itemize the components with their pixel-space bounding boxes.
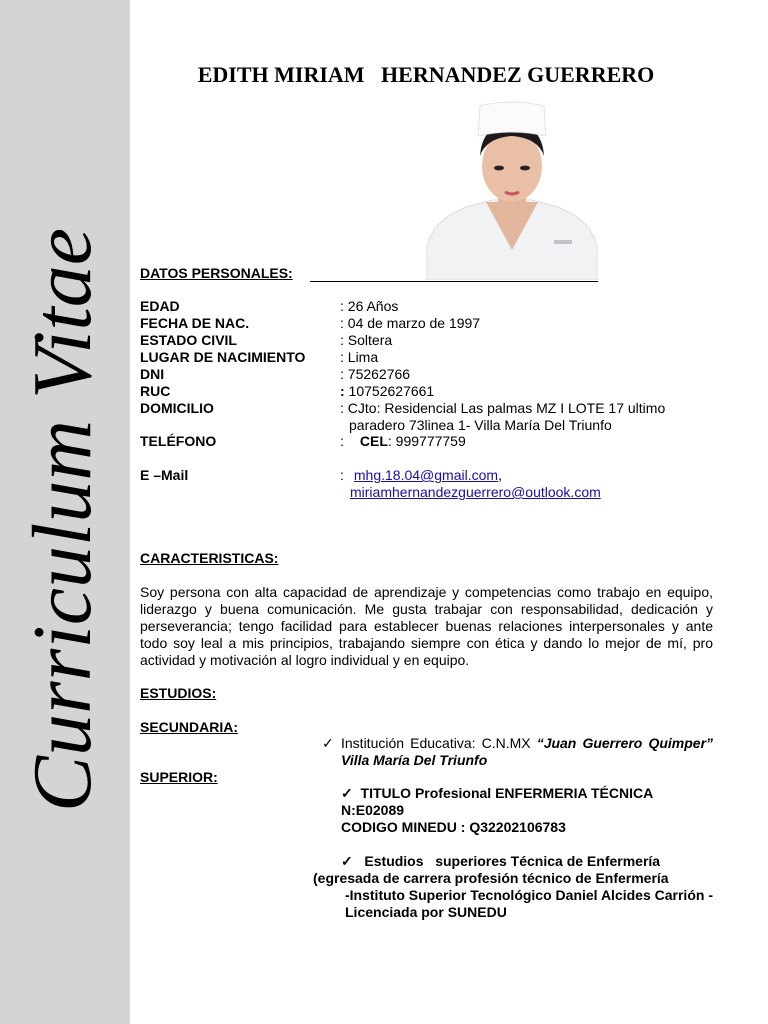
row-label: FECHA DE NAC. <box>140 315 250 331</box>
superior-item-2 <box>341 853 660 870</box>
colon: : <box>340 383 345 399</box>
row-value: : 04 de marzo de 1997 <box>340 315 481 331</box>
profile-photo <box>426 100 598 280</box>
check-icon: ✓ <box>341 853 353 869</box>
secundaria-prefix: Institución Educativa: C.N.MX <box>341 735 531 751</box>
row-label: DNI <box>140 366 165 382</box>
candidate-name: EDITH MIRIAM HERNANDEZ GUERRERO <box>197 62 655 87</box>
colon: : <box>340 467 344 483</box>
email-link-1[interactable]: mhg.18.04@gmail.com <box>353 467 499 483</box>
superior-item-1 <box>341 785 653 836</box>
row-value: : CJto: Residencial Las palmas MZ I LOTE 17 ultimo <box>340 400 666 416</box>
row-value: : 75262766 <box>340 366 411 382</box>
instituto-text: -Instituto Superior Tecnológico Daniel Alcides Carrión - Licenciada por SUNEDU <box>345 887 713 920</box>
row-label: EDAD <box>140 298 180 314</box>
egresada-text: (egresada de carrera profesión técnico de Enfermería <box>313 870 669 886</box>
row-label: DOMICILIO <box>140 400 214 416</box>
check-icon: ✓ <box>341 785 353 801</box>
check-icon: ✓ <box>322 735 334 751</box>
row-label: RUC <box>140 383 171 399</box>
section-datos-personales: DATOS PERSONALES: <box>140 265 293 281</box>
row-value <box>340 467 715 484</box>
secundaria-text <box>341 735 713 769</box>
row-label: ESTADO CIVIL <box>140 332 237 348</box>
titulo-numero: N:E02089 <box>341 802 405 818</box>
cel-label: CEL <box>359 433 388 449</box>
caracteristicas-text: Soy persona con alta capacidad de aprendizaje y competencias como trabajo en equipo, liderazgo y buena comunicación. Me gusta trabajar con responsabilidad, dedicación y perseverancia; tengo facilidad para establecer buenas relaciones interpersonales y ante todo soy leal a mis principios, trabajando siempre con ética y dando lo mejor de mí, pro actividad y motivación al logro individual y en equipo. <box>140 584 713 668</box>
row-value-cont: paradero 73linea 1- Villa María Del Triunfo <box>349 417 612 433</box>
row-value <box>340 433 715 450</box>
row-label: E –Mail <box>140 467 189 483</box>
row-value-cont <box>350 484 725 501</box>
row-label: LUGAR DE NACIMIENTO <box>140 349 306 365</box>
colon: : <box>340 433 344 449</box>
email-link-2[interactable]: miriamhernandezguerrero@outlook.com <box>350 484 601 500</box>
section-estudios: ESTUDIOS: <box>140 685 217 701</box>
section-caracteristicas: CARACTERISTICAS: <box>140 550 279 566</box>
ruc-value: 10752627661 <box>344 383 435 399</box>
row-value: : 26 Años <box>340 298 399 314</box>
section-secundaria: SECUNDARIA: <box>140 719 238 735</box>
row-label: TELÉFONO <box>140 433 217 449</box>
school-name: “Juan Guerrero Quimper” Villa María Del Triunfo <box>341 735 714 768</box>
row-value: : Soltera <box>340 332 393 348</box>
titulo: TITULO Profesional ENFERMERIA TÉCNICA <box>360 785 654 801</box>
codigo-minedu: CODIGO MINEDU : Q32202106783 <box>341 819 566 835</box>
estudios-superiores: Estudios superiores Técnica de Enfermería <box>364 853 661 869</box>
row-value <box>340 383 715 400</box>
row-value: : Lima <box>340 349 379 365</box>
comma: , <box>498 467 502 483</box>
divider <box>310 281 598 282</box>
section-superior: SUPERIOR: <box>140 769 218 785</box>
phone-number: : 999777759 <box>387 433 466 449</box>
